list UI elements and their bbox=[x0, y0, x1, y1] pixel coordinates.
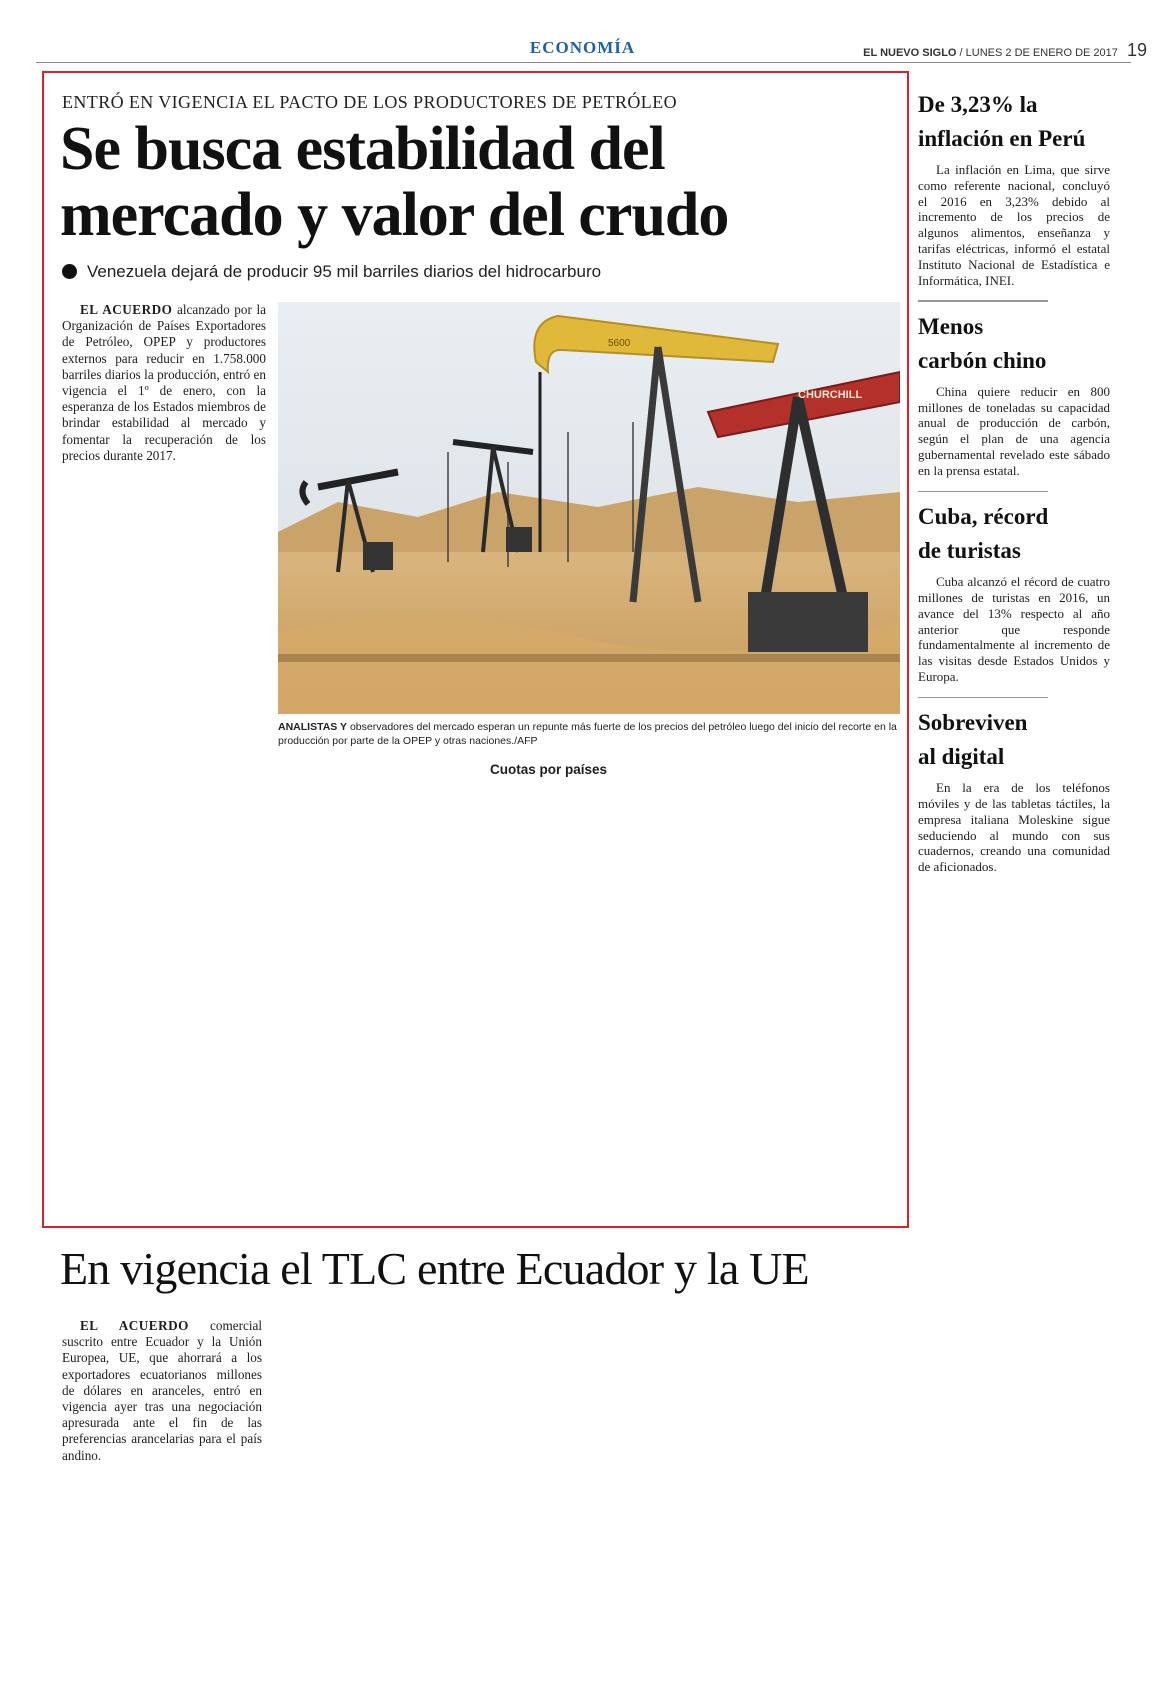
caption-lead: ANALISTAS Y bbox=[278, 721, 348, 733]
main-column-1 bbox=[62, 302, 266, 464]
article-headline bbox=[60, 116, 890, 248]
brief-title bbox=[918, 88, 1110, 156]
brief-divider bbox=[918, 300, 1048, 302]
brief-title-line: de turistas bbox=[918, 538, 1021, 564]
brief-moleskine bbox=[918, 706, 1110, 875]
oil-pumpjacks-photo bbox=[278, 302, 900, 714]
brief-title-line: al digital bbox=[918, 744, 1005, 770]
brief-divider bbox=[918, 697, 1048, 699]
brief-title-line: Sobreviven bbox=[918, 710, 1028, 736]
brief-china bbox=[918, 310, 1110, 479]
section-title: ECONOMÍA bbox=[529, 38, 636, 57]
lead-in: EL ACUERDO bbox=[80, 1318, 189, 1333]
bullet-icon bbox=[62, 264, 77, 279]
sign-text-1: 5600 bbox=[608, 338, 631, 349]
header-rule bbox=[36, 62, 1131, 63]
second-article-headline: En vigencia el TLC entre Ecuador y la UE bbox=[60, 1243, 809, 1294]
brief-text: China quiere reducir en 800 millones de toneladas su capacidad anual de producción de carbón, según el plan de una agencia gubernamental revelado este sábado en la prensa estatal. bbox=[918, 383, 1110, 478]
publication-date: LUNES 2 DE ENERO DE 2017 bbox=[965, 47, 1118, 59]
brief-title-line: inflación en Perú bbox=[918, 126, 1086, 151]
brief-title-line: carbón chino bbox=[918, 347, 1047, 373]
headline-line-2: mercado y valor del crudo bbox=[60, 181, 729, 249]
page-number: 19 bbox=[1126, 40, 1147, 60]
subhead-text: Venezuela dejará de producir 95 mil barriles diarios del hidrocarburo bbox=[87, 262, 602, 281]
brief-title-line: Menos bbox=[918, 313, 984, 339]
sign-text-2: CHURCHILL bbox=[798, 389, 863, 401]
main-column-3 bbox=[490, 762, 690, 784]
headline-line-1: Se busca estabilidad del bbox=[60, 115, 665, 183]
paragraph bbox=[62, 1318, 262, 1464]
second-column-1 bbox=[62, 1318, 262, 1464]
brief-title bbox=[918, 706, 1110, 774]
brief-peru bbox=[918, 88, 1110, 288]
brief-title bbox=[918, 500, 1110, 568]
article-subhead bbox=[62, 262, 601, 282]
lead-in: EL ACUERDO bbox=[80, 302, 173, 317]
date-separator: / bbox=[959, 47, 966, 59]
paragraph-text: comercial suscrito entre Ecuador y la Unión Europea, UE, que ahorrará a los exportadores ecuatorianos millones de dólares en aranceles, entró en vigencia ayer tras una negociación apresurada ante el fin de las preferencias arancelarias para el país andino. bbox=[62, 1318, 263, 1463]
brief-title-line: Cuba, récord bbox=[918, 504, 1049, 530]
article-kicker: ENTRÓ EN VIGENCIA EL PACTO DE LOS PRODUCTORES DE PETRÓLEO bbox=[62, 92, 677, 112]
brief-divider bbox=[918, 491, 1048, 493]
publication-name: EL NUEVO SIGLO bbox=[863, 47, 957, 59]
page-header-info bbox=[863, 40, 1147, 61]
paragraph bbox=[62, 302, 266, 464]
column-subtitle: Cuotas por países bbox=[490, 762, 608, 777]
brief-text: En la era de los teléfonos móviles y de las tabletas táctiles, la empresa italiana Moleskine sigue seduciendo al mundo con sus cuadernos, creando una comunidad de aficionados. bbox=[918, 780, 1110, 875]
caption-text: observadores del mercado esperan un repunte más fuerte de los precios del petróleo luego del inicio del recorte en la producción por parte de la OPEP y otras naciones./AFP bbox=[278, 721, 897, 747]
brief-cuba bbox=[918, 500, 1110, 685]
article-photo bbox=[278, 302, 900, 714]
brief-text: La inflación en Lima, que sirve como referente nacional, concluyó el 2016 en 3,23% debido al incremento de los precios de algunos alimentos, enseñanza y tarifas eléctricas, informó el estatal Instituto Nacional de Estadística e Informática, INEI. bbox=[918, 162, 1110, 288]
brief-title bbox=[918, 310, 1110, 378]
sidebar-briefs bbox=[918, 88, 1110, 875]
brief-text: Cuba alcanzó el récord de cuatro millones de turistas en 2016, un avance del 13% respecto al año anterior que responde fundamentalmente al incremento de las visitas desde Estados Unidos y Europa. bbox=[918, 574, 1110, 684]
brief-title-line: De 3,23% la bbox=[918, 92, 1038, 117]
paragraph-text: alcanzado por la Organización de Países Exportadores de Petróleo, OPEP y productores externos para reducir en 1.758.000 barriles diarios la producción, entró en vigencia el 1º de enero, con la esperanza de los Estados miembros de brindar estabilidad al mercado y fomentar la recuperación de los precios durante 2017. bbox=[62, 302, 266, 463]
photo-caption bbox=[278, 720, 900, 748]
